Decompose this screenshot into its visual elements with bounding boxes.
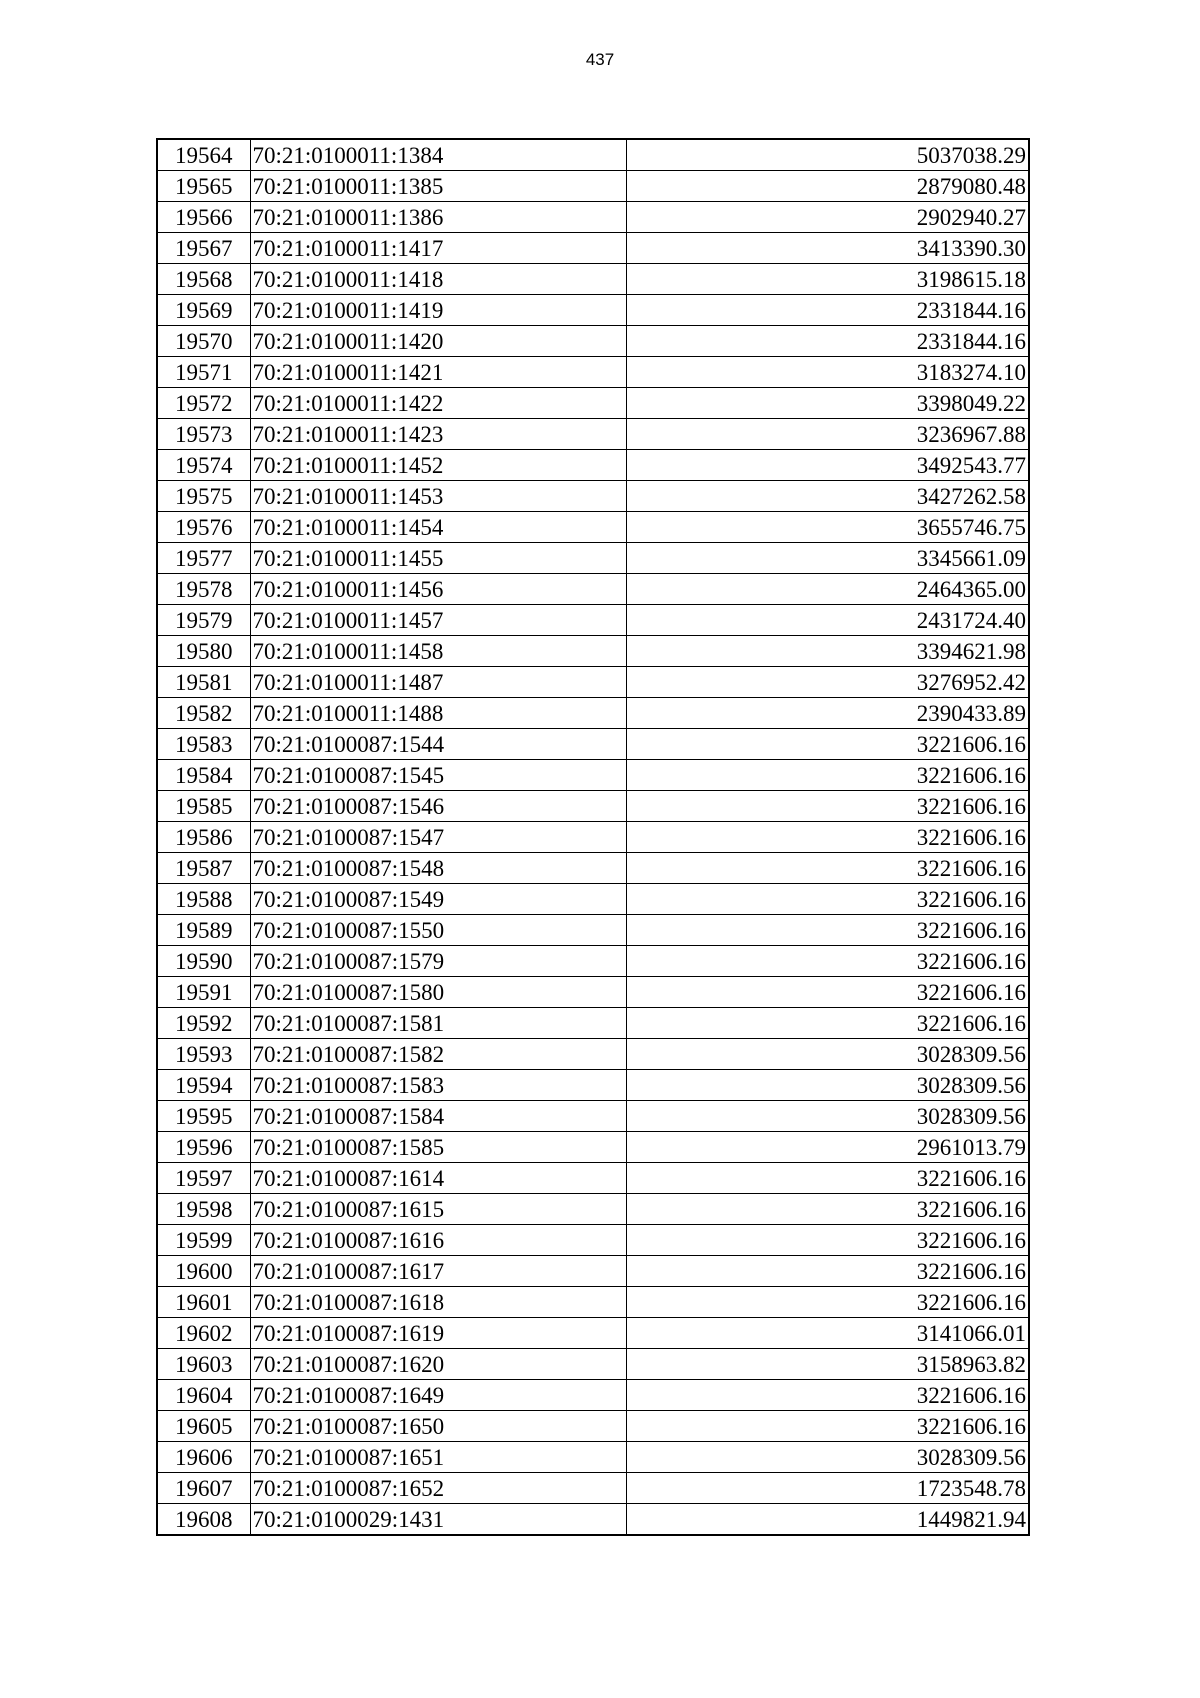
table-row (157, 729, 1029, 760)
row-number-cell: 19606 (157, 1442, 250, 1473)
cadastral-value-cell: 3221606.16 (626, 791, 1029, 822)
row-number-cell: 19578 (157, 574, 250, 605)
row-number-cell: 19602 (157, 1318, 250, 1349)
cadastral-number-cell: 70:21:0100087:1583 (250, 1070, 626, 1101)
cadastral-number-cell: 70:21:0100087:1615 (250, 1194, 626, 1225)
cadastral-value-cell: 2879080.48 (626, 171, 1029, 202)
cadastral-number-cell: 70:21:0100087:1616 (250, 1225, 626, 1256)
cadastral-number-cell: 70:21:0100087:1649 (250, 1380, 626, 1411)
cadastral-number-cell: 70:21:0100011:1487 (250, 667, 626, 698)
cadastral-number-cell: 70:21:0100011:1457 (250, 605, 626, 636)
cadastral-value-cell: 3221606.16 (626, 1287, 1029, 1318)
row-number-cell: 19585 (157, 791, 250, 822)
table-row (157, 698, 1029, 729)
table-row (157, 1256, 1029, 1287)
table-row (157, 667, 1029, 698)
row-number-cell: 19583 (157, 729, 250, 760)
cadastral-number-cell: 70:21:0100011:1421 (250, 357, 626, 388)
cadastral-value-cell: 1723548.78 (626, 1473, 1029, 1504)
cadastral-value-cell: 3221606.16 (626, 822, 1029, 853)
table-row (157, 1411, 1029, 1442)
row-number-cell: 19603 (157, 1349, 250, 1380)
cadastral-value-cell: 3427262.58 (626, 481, 1029, 512)
cadastral-value-cell: 1449821.94 (626, 1504, 1029, 1536)
table-row (157, 1225, 1029, 1256)
cadastral-number-cell: 70:21:0100087:1585 (250, 1132, 626, 1163)
table-row (157, 450, 1029, 481)
cadastral-number-cell: 70:21:0100087:1650 (250, 1411, 626, 1442)
table-row (157, 171, 1029, 202)
cadastral-value-cell: 2431724.40 (626, 605, 1029, 636)
table-row (157, 760, 1029, 791)
cadastral-number-cell: 70:21:0100087:1579 (250, 946, 626, 977)
row-number-cell: 19580 (157, 636, 250, 667)
cadastral-number-cell: 70:21:0100011:1384 (250, 139, 626, 171)
cadastral-value-cell: 3141066.01 (626, 1318, 1029, 1349)
table-row (157, 1473, 1029, 1504)
table-row (157, 1287, 1029, 1318)
cadastral-number-cell: 70:21:0100087:1550 (250, 915, 626, 946)
row-number-cell: 19587 (157, 853, 250, 884)
row-number-cell: 19584 (157, 760, 250, 791)
table-row (157, 139, 1029, 171)
table-row (157, 636, 1029, 667)
cadastral-value-cell: 3221606.16 (626, 884, 1029, 915)
cadastral-number-cell: 70:21:0100011:1418 (250, 264, 626, 295)
table-row (157, 605, 1029, 636)
table-row (157, 1132, 1029, 1163)
table-row (157, 233, 1029, 264)
table-row (157, 295, 1029, 326)
cadastral-number-cell: 70:21:0100087:1620 (250, 1349, 626, 1380)
table-row (157, 1442, 1029, 1473)
table-row (157, 946, 1029, 977)
cadastral-value-cell: 3221606.16 (626, 1256, 1029, 1287)
cadastral-number-cell: 70:21:0100087:1614 (250, 1163, 626, 1194)
table-row (157, 419, 1029, 450)
cadastral-value-cell: 3221606.16 (626, 977, 1029, 1008)
row-number-cell: 19571 (157, 357, 250, 388)
cadastral-number-cell: 70:21:0100087:1546 (250, 791, 626, 822)
row-number-cell: 19570 (157, 326, 250, 357)
row-number-cell: 19566 (157, 202, 250, 233)
cadastral-number-cell: 70:21:0100087:1652 (250, 1473, 626, 1504)
cadastral-number-cell: 70:21:0100087:1584 (250, 1101, 626, 1132)
row-number-cell: 19596 (157, 1132, 250, 1163)
table-row (157, 884, 1029, 915)
cadastral-number-cell: 70:21:0100011:1385 (250, 171, 626, 202)
cadastral-value-cell: 3413390.30 (626, 233, 1029, 264)
cadastral-number-cell: 70:21:0100087:1544 (250, 729, 626, 760)
cadastral-number-cell: 70:21:0100011:1422 (250, 388, 626, 419)
row-number-cell: 19586 (157, 822, 250, 853)
row-number-cell: 19608 (157, 1504, 250, 1536)
table-row (157, 1070, 1029, 1101)
cadastral-value-table (156, 138, 1030, 1536)
table-row (157, 1504, 1029, 1536)
row-number-cell: 19605 (157, 1411, 250, 1442)
table-row (157, 1101, 1029, 1132)
cadastral-value-cell: 3028309.56 (626, 1442, 1029, 1473)
row-number-cell: 19575 (157, 481, 250, 512)
row-number-cell: 19599 (157, 1225, 250, 1256)
cadastral-number-cell: 70:21:0100087:1580 (250, 977, 626, 1008)
row-number-cell: 19595 (157, 1101, 250, 1132)
cadastral-value-cell: 3183274.10 (626, 357, 1029, 388)
table-row (157, 481, 1029, 512)
row-number-cell: 19576 (157, 512, 250, 543)
cadastral-value-cell: 3028309.56 (626, 1039, 1029, 1070)
cadastral-value-cell: 3221606.16 (626, 1008, 1029, 1039)
table-row (157, 791, 1029, 822)
table-row (157, 1318, 1029, 1349)
table-row (157, 915, 1029, 946)
cadastral-value-cell: 3221606.16 (626, 1411, 1029, 1442)
row-number-cell: 19565 (157, 171, 250, 202)
table-row (157, 264, 1029, 295)
cadastral-number-cell: 70:21:0100087:1549 (250, 884, 626, 915)
page-number: 437 (585, 50, 615, 69)
cadastral-number-cell: 70:21:0100087:1617 (250, 1256, 626, 1287)
cadastral-value-cell: 2331844.16 (626, 326, 1029, 357)
cadastral-value-cell: 3221606.16 (626, 1194, 1029, 1225)
cadastral-value-cell: 5037038.29 (626, 139, 1029, 171)
row-number-cell: 19594 (157, 1070, 250, 1101)
row-number-cell: 19593 (157, 1039, 250, 1070)
cadastral-value-cell: 3221606.16 (626, 1225, 1029, 1256)
cadastral-value-cell: 3492543.77 (626, 450, 1029, 481)
table-row (157, 1039, 1029, 1070)
row-number-cell: 19600 (157, 1256, 250, 1287)
cadastral-value-cell: 3221606.16 (626, 853, 1029, 884)
table-row (157, 853, 1029, 884)
table-row (157, 1194, 1029, 1225)
cadastral-value-cell: 2961013.79 (626, 1132, 1029, 1163)
cadastral-number-cell: 70:21:0100087:1547 (250, 822, 626, 853)
cadastral-number-cell: 70:21:0100087:1581 (250, 1008, 626, 1039)
row-number-cell: 19577 (157, 543, 250, 574)
cadastral-value-cell: 3345661.09 (626, 543, 1029, 574)
table-row (157, 543, 1029, 574)
table-row (157, 1380, 1029, 1411)
cadastral-value-cell: 2902940.27 (626, 202, 1029, 233)
row-number-cell: 19574 (157, 450, 250, 481)
row-number-cell: 19569 (157, 295, 250, 326)
cadastral-value-cell: 3655746.75 (626, 512, 1029, 543)
row-number-cell: 19564 (157, 139, 250, 171)
cadastral-value-cell: 3221606.16 (626, 760, 1029, 791)
row-number-cell: 19581 (157, 667, 250, 698)
cadastral-number-cell: 70:21:0100011:1386 (250, 202, 626, 233)
cadastral-value-cell: 3221606.16 (626, 729, 1029, 760)
cadastral-number-cell: 70:21:0100029:1431 (250, 1504, 626, 1536)
cadastral-number-cell: 70:21:0100087:1618 (250, 1287, 626, 1318)
row-number-cell: 19604 (157, 1380, 250, 1411)
cadastral-number-cell: 70:21:0100011:1452 (250, 450, 626, 481)
table-row (157, 977, 1029, 1008)
table-row (157, 388, 1029, 419)
row-number-cell: 19591 (157, 977, 250, 1008)
row-number-cell: 19598 (157, 1194, 250, 1225)
cadastral-value-cell: 3276952.42 (626, 667, 1029, 698)
row-number-cell: 19588 (157, 884, 250, 915)
cadastral-number-cell: 70:21:0100011:1455 (250, 543, 626, 574)
cadastral-value-cell: 3028309.56 (626, 1101, 1029, 1132)
cadastral-value-cell: 3221606.16 (626, 1163, 1029, 1194)
cadastral-number-cell: 70:21:0100087:1582 (250, 1039, 626, 1070)
cadastral-value-cell: 3221606.16 (626, 946, 1029, 977)
cadastral-number-cell: 70:21:0100011:1488 (250, 698, 626, 729)
cadastral-value-cell: 3221606.16 (626, 915, 1029, 946)
cadastral-number-cell: 70:21:0100011:1454 (250, 512, 626, 543)
cadastral-value-cell: 3398049.22 (626, 388, 1029, 419)
row-number-cell: 19607 (157, 1473, 250, 1504)
cadastral-number-cell: 70:21:0100087:1545 (250, 760, 626, 791)
cadastral-number-cell: 70:21:0100011:1456 (250, 574, 626, 605)
table-row (157, 1349, 1029, 1380)
row-number-cell: 19573 (157, 419, 250, 450)
table-row (157, 1008, 1029, 1039)
cadastral-value-cell: 2464365.00 (626, 574, 1029, 605)
cadastral-value-cell: 2390433.89 (626, 698, 1029, 729)
row-number-cell: 19572 (157, 388, 250, 419)
cadastral-number-cell: 70:21:0100087:1651 (250, 1442, 626, 1473)
cadastral-value-cell: 3394621.98 (626, 636, 1029, 667)
cadastral-number-cell: 70:21:0100011:1417 (250, 233, 626, 264)
row-number-cell: 19601 (157, 1287, 250, 1318)
row-number-cell: 19590 (157, 946, 250, 977)
cadastral-value-cell: 3236967.88 (626, 419, 1029, 450)
table-row (157, 1163, 1029, 1194)
table-row (157, 512, 1029, 543)
cadastral-value-cell: 3198615.18 (626, 264, 1029, 295)
cadastral-number-cell: 70:21:0100011:1423 (250, 419, 626, 450)
row-number-cell: 19568 (157, 264, 250, 295)
row-number-cell: 19579 (157, 605, 250, 636)
row-number-cell: 19582 (157, 698, 250, 729)
cadastral-value-cell: 3158963.82 (626, 1349, 1029, 1380)
cadastral-number-cell: 70:21:0100011:1458 (250, 636, 626, 667)
cadastral-number-cell: 70:21:0100011:1420 (250, 326, 626, 357)
row-number-cell: 19592 (157, 1008, 250, 1039)
table-row (157, 202, 1029, 233)
row-number-cell: 19589 (157, 915, 250, 946)
table-row (157, 357, 1029, 388)
cadastral-number-cell: 70:21:0100087:1619 (250, 1318, 626, 1349)
table-row (157, 326, 1029, 357)
cadastral-number-cell: 70:21:0100011:1453 (250, 481, 626, 512)
row-number-cell: 19567 (157, 233, 250, 264)
cadastral-number-cell: 70:21:0100087:1548 (250, 853, 626, 884)
table-body (157, 139, 1029, 1535)
cadastral-number-cell: 70:21:0100011:1419 (250, 295, 626, 326)
cadastral-value-cell: 2331844.16 (626, 295, 1029, 326)
table-row (157, 574, 1029, 605)
row-number-cell: 19597 (157, 1163, 250, 1194)
table-row (157, 822, 1029, 853)
cadastral-value-cell: 3028309.56 (626, 1070, 1029, 1101)
cadastral-value-cell: 3221606.16 (626, 1380, 1029, 1411)
